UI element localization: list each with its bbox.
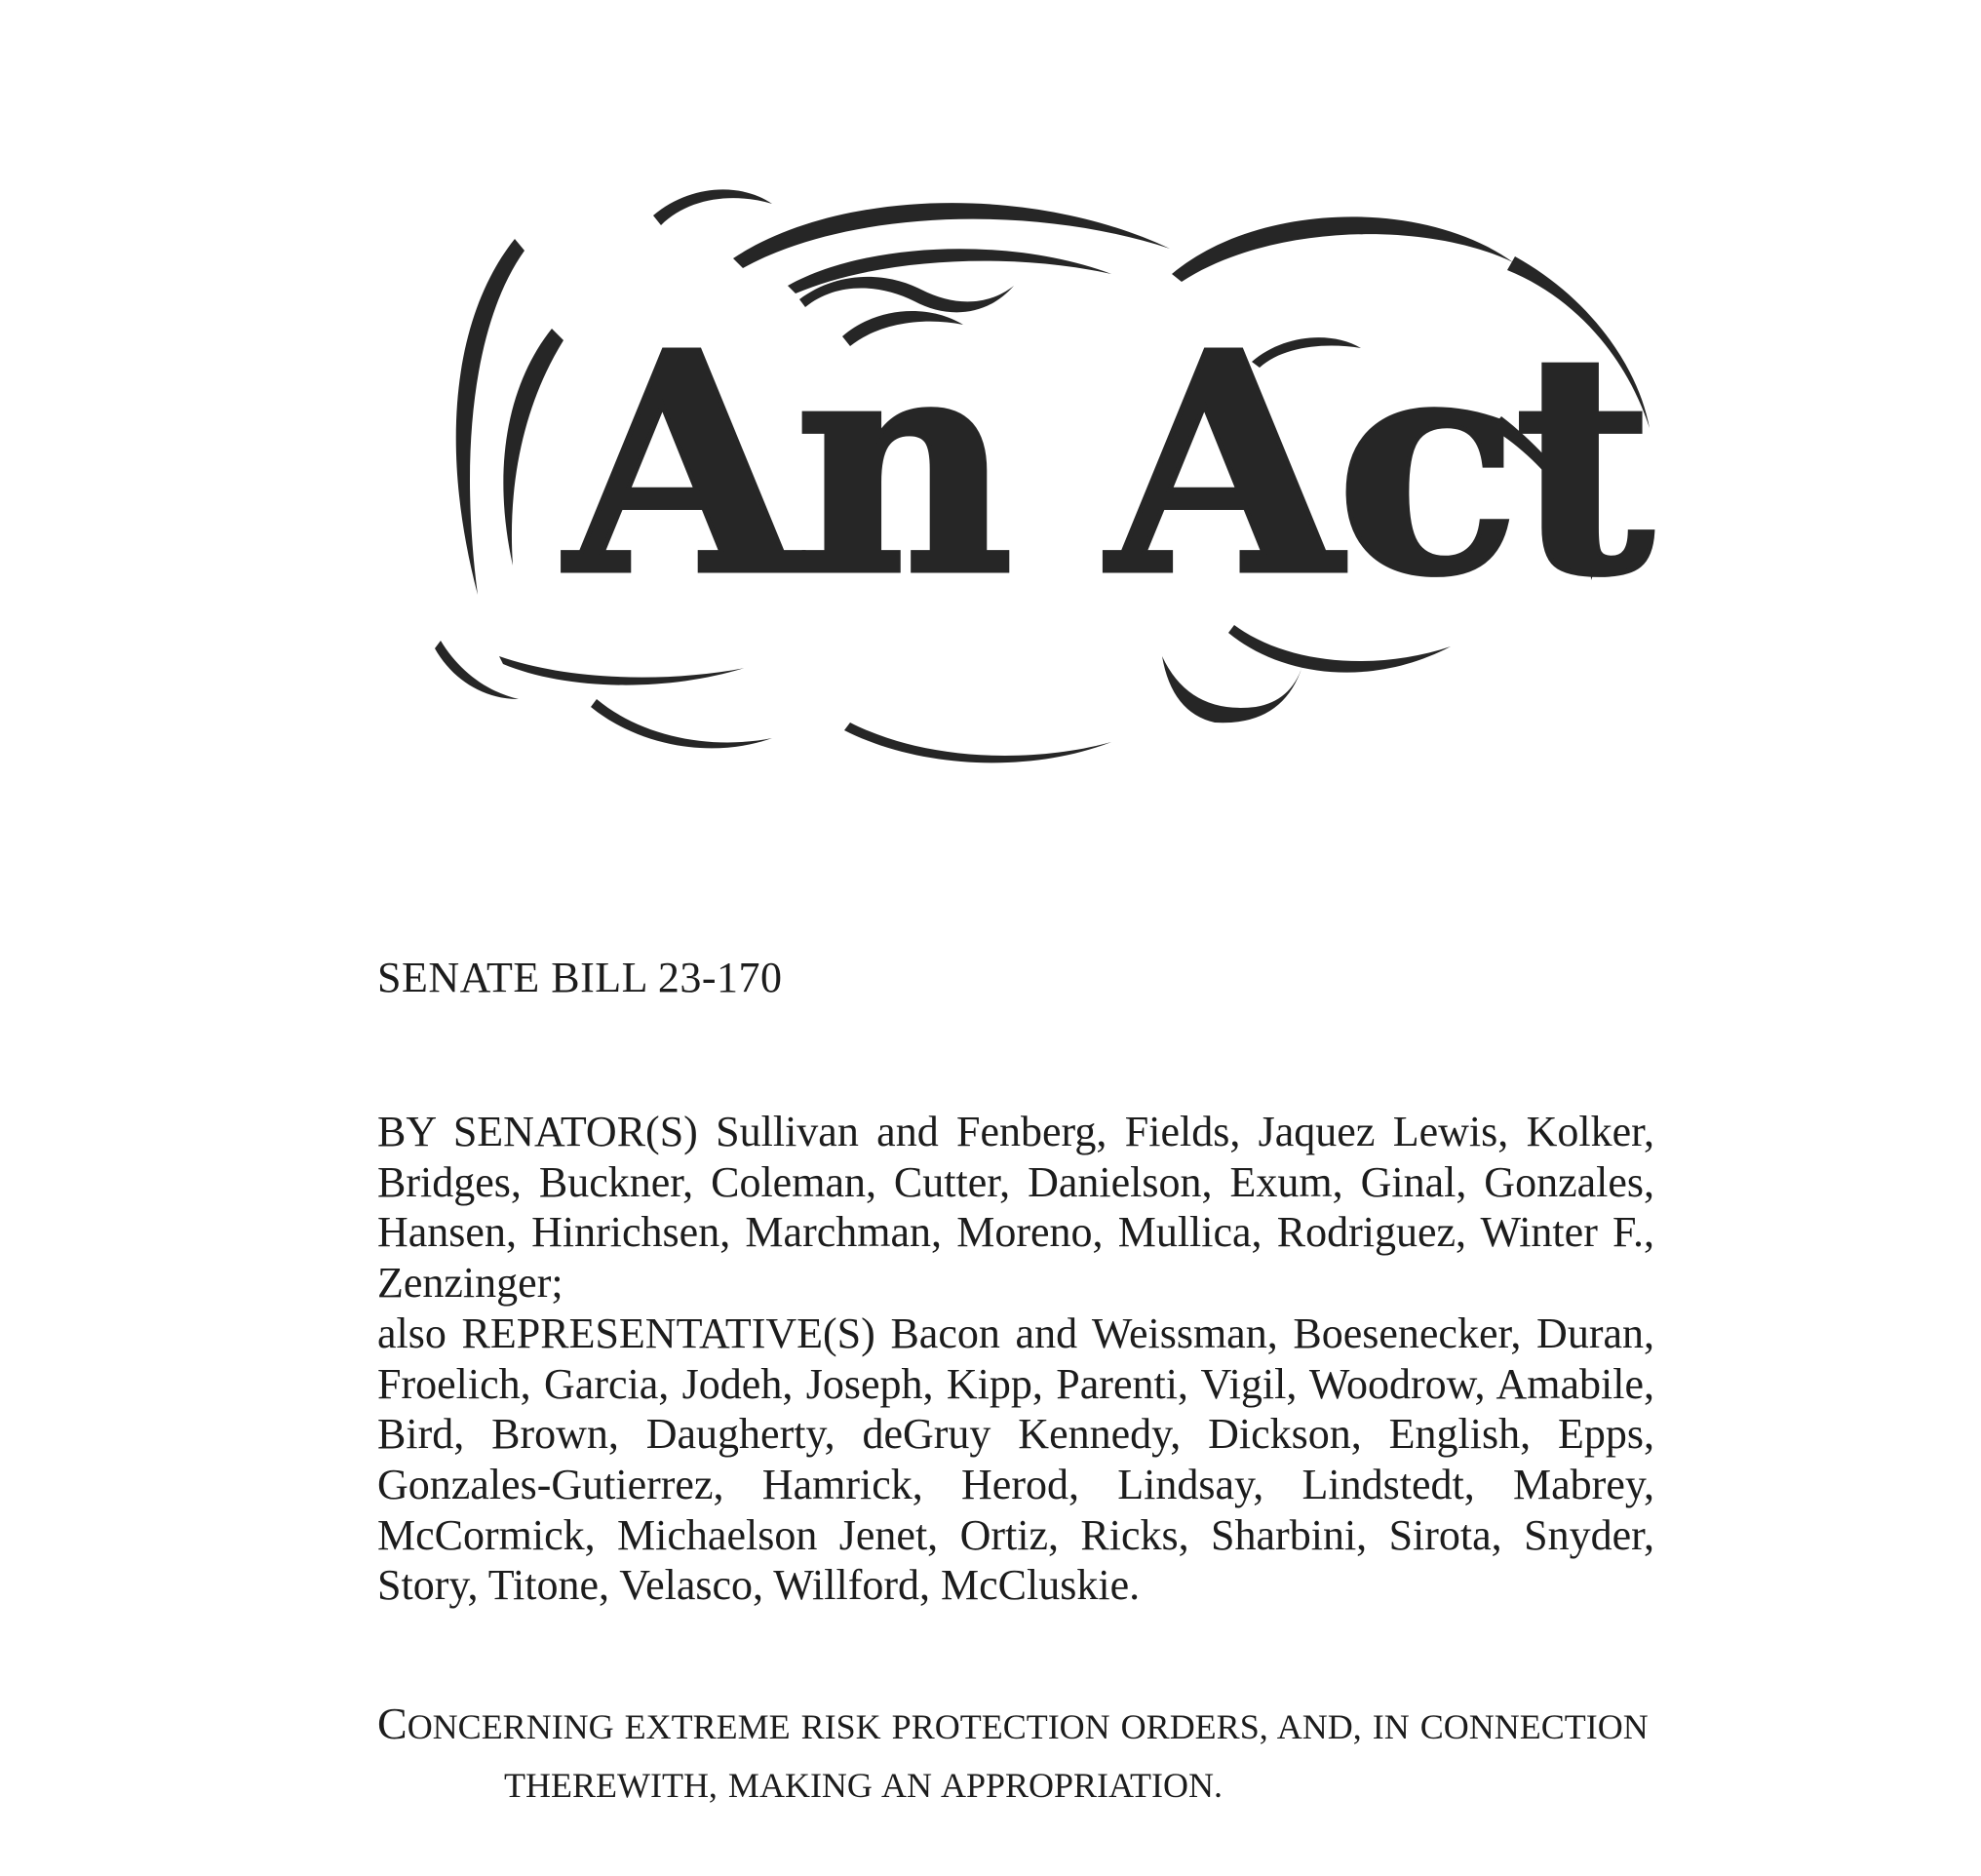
flourish-bottom-smile-left [591, 699, 772, 748]
sponsor-line-10: Story, Titone, Velasco, Willford, McCluskie. [377, 1561, 1141, 1610]
flourish-top-left-crescent [653, 189, 772, 225]
sponsor-line-9: McCormick, Michaelson Jenet, Ortiz, Ricks, Sharbini, Sirota, Snyder, [377, 1510, 1654, 1559]
an-act-title-text: An Act [565, 288, 1649, 643]
flourish-left-inner-paren [503, 329, 563, 566]
title-line-2: THEREWITH, MAKING AN APPROPRIATION. [504, 1766, 1224, 1805]
bill-title-block [377, 1700, 1791, 1809]
title-lead-cap: C [377, 1699, 408, 1748]
sponsor-line-7: Bird, Brown, Daugherty, deGruy Kennedy, Dickson, English, Epps, [377, 1410, 1654, 1459]
sponsor-line-5: also REPRESENTATIVE(S) Bacon and Weissman, Boesenecker, Duran, [377, 1309, 1654, 1357]
sponsor-line-8: Gonzales-Gutierrez, Hamrick, Herod, Lindsay, Lindstedt, Mabrey, [377, 1460, 1654, 1508]
flourish-bottom-smile-center [844, 723, 1111, 762]
title-line-1 [377, 1700, 1791, 1750]
sponsor-line-3: Hansen, Hinrichsen, Marchman, Moreno, Mullica, Rodriguez, Winter F., [377, 1208, 1654, 1257]
flourish-dome-over-act [1172, 216, 1513, 282]
an-act-ornament [429, 180, 1696, 765]
sponsor-line-6: Froelich, Garcia, Jodeh, Joseph, Kipp, Parenti, Vigil, Woodrow, Amabile, [377, 1359, 1654, 1408]
sponsor-line-4: Zenzinger; [377, 1259, 563, 1308]
bill-number: SENATE BILL 23-170 [377, 954, 783, 1001]
flourish-bottom-flat-arc [499, 656, 745, 685]
title-line-1-rest: ONCERNING EXTREME RISK PROTECTION ORDERS, AND, IN CONNECTION [407, 1707, 1649, 1746]
flourish-left-bottom-hook [435, 641, 519, 699]
sponsor-block [377, 1107, 1654, 1611]
sponsor-line-1: BY SENATOR(S) Sullivan and Fenberg, Fields, Jaquez Lewis, Kolker, [377, 1108, 1654, 1155]
sponsor-line-2: Bridges, Buckner, Coleman, Cutter, Danielson, Exum, Ginal, Gonzales, [377, 1157, 1654, 1206]
flourish-bottom-u-dip [1162, 656, 1302, 723]
